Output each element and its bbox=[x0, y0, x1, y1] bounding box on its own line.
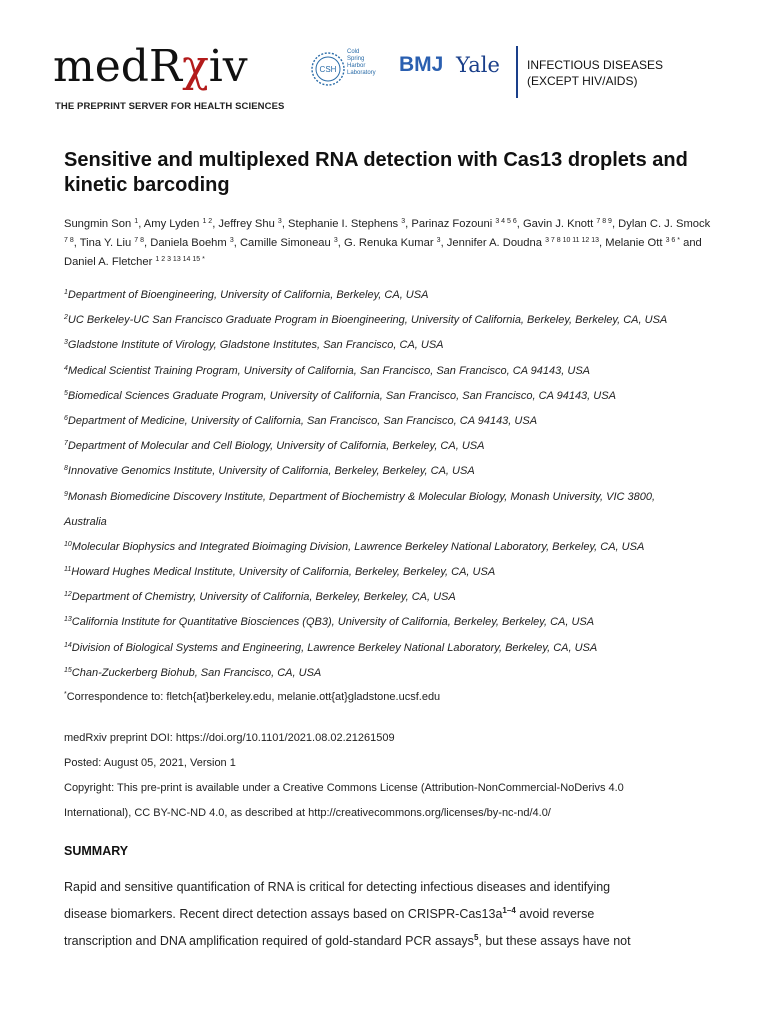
affiliation-item bbox=[64, 460, 724, 485]
author-affiliation-ref: 3 bbox=[277, 218, 282, 225]
affiliation-text: Howard Hughes Medical Institute, University of California, Berkeley, Berkeley, CA, USA bbox=[71, 566, 496, 579]
affiliation-list bbox=[64, 284, 724, 687]
author-list: Sungmin Son $^1$, Amy Lyden $^{1 2}$, Jeffrey Shu $^3$, Stephanie I. Stephens $^3$, Parinaz Fozouni $^{3 4 5 6}$, Gavin J. Knott $^{7 8 9}$, Dylan C. J. Smock $^{7 8}$, Tina Y. Liu $^{7 8}$, Daniela Boehm $^3$, Camille Simoneau $^3$, G. Renuka Kumar $^3$, Jennifer A. Doudna $^{3 7 8 10 11 12 13}$, Melanie Ott $^{3 6 *}$ and Daniel A. Fletcher $^{1 2 3 13 14 15 *}$ bbox=[64, 218, 711, 268]
affiliation-text: Department of Chemistry, University of California, Berkeley, Berkeley, CA, USA bbox=[71, 591, 456, 604]
summary-heading: SUMMARY bbox=[64, 844, 129, 858]
affiliation-item bbox=[64, 536, 724, 561]
logo-chi: χ bbox=[182, 41, 209, 92]
summary-line-3-text-end: , but these assays have not bbox=[478, 934, 631, 948]
affiliation-text: Innovative Genomics Institute, University of California, Berkeley, Berkeley, CA, USA bbox=[67, 465, 475, 478]
affiliation-number: 1 bbox=[64, 289, 68, 296]
affiliation-item bbox=[64, 435, 724, 460]
author-name: Jeffrey Shu bbox=[218, 218, 275, 230]
author-affiliation-ref: 1 2 bbox=[202, 218, 213, 225]
affiliation-text: Australia bbox=[64, 515, 107, 528]
author-affiliation-ref: 3 7 8 10 11 12 13 bbox=[545, 237, 600, 244]
subject-category bbox=[527, 57, 663, 89]
author-name: Sungmin Son bbox=[64, 218, 132, 230]
affiliation-text: Molecular Biophysics and Integrated Bioimaging Division, Lawrence Berkeley National Laboratory, Berkeley, CA, USA bbox=[71, 540, 645, 553]
author-name: Stephanie I. Stephens bbox=[288, 218, 399, 230]
affiliation-item bbox=[64, 410, 724, 435]
summary-line-3 bbox=[64, 930, 724, 957]
category-line-2: (EXCEPT HIV/AIDS) bbox=[527, 74, 638, 88]
affiliation-number: 4 bbox=[64, 364, 68, 372]
author-affiliation-ref: 7 8 bbox=[134, 237, 145, 244]
affiliation-number: 2 bbox=[64, 314, 68, 322]
header-divider bbox=[516, 46, 518, 98]
affiliation-text: California Institute for Quantitative Biosciences (QB3), University of California, Berkeley, Berkeley, CA, USA bbox=[71, 616, 595, 629]
author-affiliation-ref: 3 6 * bbox=[665, 237, 680, 244]
summary-line-2-text: disease biomarkers. Recent direct detection assays based on CRISPR-Cas13a bbox=[64, 907, 503, 921]
affiliation-text: UC Berkeley-UC San Francisco Graduate Program in Bioengineering, University of California, Berkeley, Berkeley, CA, USA bbox=[67, 314, 668, 327]
correspondence-text: Correspondence to: fletch{at}berkeley.edu, melanie.ott{at}gladstone.ucsf.edu bbox=[66, 691, 441, 703]
affiliation-number: 7 bbox=[64, 440, 68, 448]
affiliation-number: 10 bbox=[64, 540, 72, 548]
affiliation-number: 8 bbox=[64, 465, 68, 473]
author-name: Tina Y. Liu bbox=[79, 237, 132, 249]
affiliation-text: Medical Scientist Training Program, University of California, San Francisco, San Francisco, CA 94143, USA bbox=[67, 364, 591, 377]
summary-line-2-text-end: avoid reverse bbox=[515, 907, 595, 921]
category-line-1: INFECTIOUS DISEASES bbox=[527, 58, 664, 72]
affiliation-text: Monash Biomedicine Discovery Institute, Department of Biochemistry & Molecular Biology, Monash University, VIC 3800, bbox=[67, 490, 656, 503]
affiliation-item bbox=[64, 385, 724, 410]
doi-line: medRxiv preprint DOI: https://doi.org/10.1101/2021.08.02.21261509 bbox=[64, 732, 395, 744]
author-name: Amy Lyden bbox=[143, 218, 200, 230]
preprint-meta bbox=[64, 727, 714, 827]
affiliation-text: Biomedical Sciences Graduate Program, University of California, San Francisco, San Francisco, CA 94143, USA bbox=[67, 389, 616, 402]
author-name: Parinaz Fozouni bbox=[411, 218, 493, 230]
summary-line-1: Rapid and sensitive quantification of RNA is critical for detecting infectious diseases and identifying bbox=[64, 880, 611, 894]
author-affiliation-ref: 3 bbox=[333, 237, 338, 244]
author-affiliation-ref: 3 bbox=[436, 237, 441, 244]
summary-body bbox=[64, 876, 724, 957]
affiliation-number: 6 bbox=[64, 414, 68, 422]
affiliation-number: 5 bbox=[64, 389, 68, 397]
author-affiliation-ref: 7 8 9 bbox=[596, 218, 612, 225]
author-name: Melanie Ott bbox=[605, 237, 663, 249]
affiliation-number: 3 bbox=[64, 339, 68, 347]
author-name: Daniela Boehm bbox=[150, 237, 227, 249]
affiliation-item bbox=[64, 284, 724, 309]
author-affiliation-ref: 3 bbox=[401, 218, 406, 225]
posted-line: Posted: August 05, 2021, Version 1 bbox=[64, 757, 236, 769]
author-affiliation-ref: 7 8 bbox=[64, 237, 74, 244]
author-name: Jennifer A. Doudna bbox=[446, 237, 542, 249]
author-affiliation-ref: 3 4 5 6 bbox=[495, 218, 517, 225]
author-name: Dylan C. J. Smock bbox=[618, 218, 711, 230]
correspondence-mark: * bbox=[64, 691, 67, 698]
author-name: G. Renuka Kumar bbox=[344, 237, 434, 249]
affiliation-number: 14 bbox=[64, 641, 72, 649]
citation-ref: 5 bbox=[473, 933, 479, 942]
affiliation-item bbox=[64, 561, 724, 586]
author-name: Daniel A. Fletcher bbox=[64, 256, 153, 268]
affiliation-item bbox=[64, 586, 724, 611]
affiliation-text: Chan-Zuckerberg Biohub, San Francisco, CA, USA bbox=[71, 666, 322, 679]
logo-tagline: THE PREPRINT SERVER FOR HEALTH SCIENCES bbox=[55, 101, 285, 112]
affiliation-text: Department of Molecular and Cell Biology, University of California, Berkeley, CA, USA bbox=[67, 440, 485, 453]
affiliation-item bbox=[64, 637, 724, 662]
affiliation-number: 9 bbox=[64, 490, 68, 498]
affiliation-item bbox=[64, 486, 724, 511]
author-name: Gavin J. Knott bbox=[522, 218, 594, 230]
bmj-logo: BMJ bbox=[399, 53, 444, 76]
author-name: Camille Simoneau bbox=[239, 237, 331, 249]
affiliation-number: 15 bbox=[64, 666, 72, 674]
affiliation-number: 13 bbox=[64, 616, 72, 624]
affiliation-text: Department of Medicine, University of California, San Francisco, San Francisco, CA 94143, USA bbox=[67, 414, 538, 427]
affiliation-item bbox=[64, 334, 724, 359]
affiliation-text: Department of Bioengineering, University of California, Berkeley, CA, USA bbox=[67, 289, 429, 301]
affiliation-item bbox=[64, 662, 724, 687]
affiliation-text: Gladstone Institute of Virology, Gladstone Institutes, San Francisco, CA, USA bbox=[67, 339, 444, 352]
author-affiliation-ref: 1 2 3 13 14 15 * bbox=[155, 256, 205, 263]
affiliation-number: 12 bbox=[64, 591, 72, 599]
logo-pre: medR bbox=[53, 41, 183, 92]
summary-line-2 bbox=[64, 903, 724, 930]
affiliation-text: Division of Biological Systems and Engineering, Lawrence Berkeley National Laboratory, Berkeley, CA, USA bbox=[71, 641, 598, 654]
copyright-line-2: International), CC BY-NC-ND 4.0, as described at http://creativecommons.org/licenses/by-nc-nd/4.0/ bbox=[64, 807, 551, 819]
author-affiliation-ref: 1 bbox=[134, 218, 139, 225]
medrxiv-logo bbox=[53, 42, 248, 92]
affiliation-item bbox=[64, 360, 724, 385]
csh-wordmark: Cold Spring Harbor Laboratory bbox=[347, 49, 376, 76]
affiliation-item bbox=[64, 611, 724, 636]
author-and: and bbox=[683, 237, 702, 249]
paper-title: Sensitive and multiplexed RNA detection with Cas13 droplets and kinetic barcoding bbox=[64, 149, 688, 196]
affiliation-number: 11 bbox=[64, 566, 72, 574]
author-affiliation-ref: 3 bbox=[229, 237, 234, 244]
yale-logo: Yale bbox=[456, 53, 500, 77]
logo-post: iv bbox=[208, 41, 248, 92]
citation-ref: 1–4 bbox=[502, 906, 516, 915]
csh-mark: CSH bbox=[319, 65, 337, 74]
summary-line-3-text: transcription and DNA amplification required of gold-standard PCR assays bbox=[64, 934, 474, 948]
affiliation-item bbox=[64, 511, 724, 536]
correspondence bbox=[64, 686, 440, 708]
copyright-line-1: Copyright: This pre-print is available under a Creative Commons License (Attribution-NonCommercial-NoDerivs 4.0 bbox=[64, 782, 624, 794]
affiliation-item bbox=[64, 309, 724, 334]
